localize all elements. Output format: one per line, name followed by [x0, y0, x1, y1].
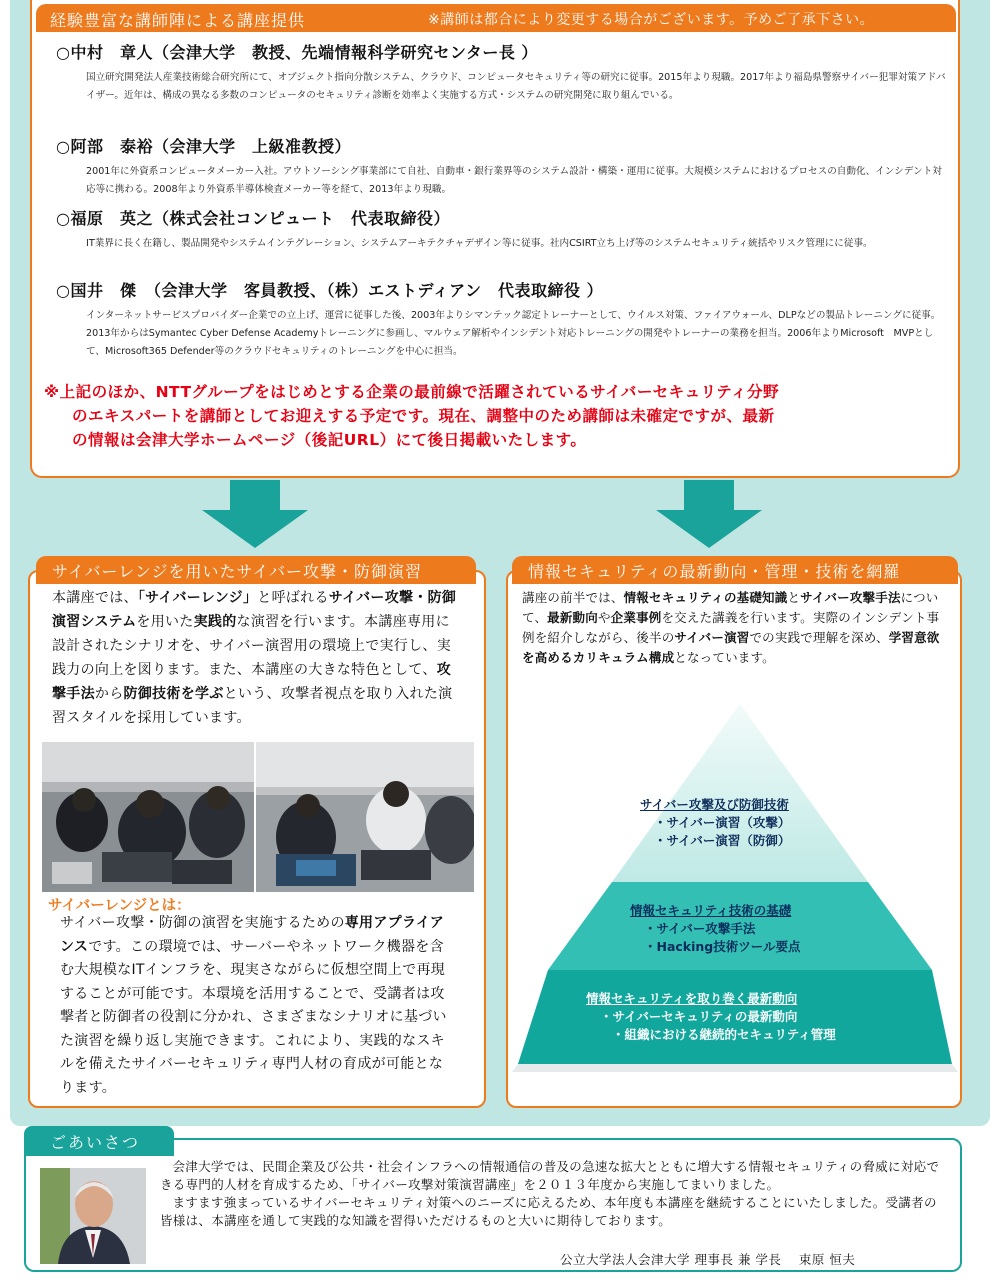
greeting-signature: 公立大学法人会津大学 理事長 兼 学長 束原 恒夫 [560, 1252, 856, 1267]
instructor-name: ○国井 傑 （会津大学 客員教授、（株）エストディアン 代表取締役 ） [56, 281, 604, 300]
pyramid-bottom-text [586, 990, 836, 1044]
bold-run: サイバー攻撃手法 [800, 590, 901, 605]
pyramid-bottom-title: 情報セキュリティを取り巻く最新動向 [586, 991, 798, 1006]
pyramid-top-text [640, 796, 790, 850]
security-trends-title: 情報セキュリティの最新動向・管理・技術を網羅 [512, 556, 958, 584]
instructor-item [56, 278, 946, 361]
instructors-title: 経験豊富な講師陣による講座提供 [50, 11, 306, 30]
down-arrow-icon [654, 480, 764, 550]
instructor-name: ○阿部 泰裕（会津大学 上級准教授） [56, 137, 351, 156]
instructor-name: ○福原 英之（株式会社コンピュート 代表取締役） [56, 209, 450, 228]
text-run: や [597, 610, 611, 625]
pyramid-top-title: サイバー攻撃及び防御技術 [640, 797, 789, 812]
instructors-note: ※講師は都合により変更する場合がございます。予めご了承下さい。 [428, 12, 875, 28]
instructor-bio: IT業界に長く在籍し、製品開発やシステムインテグレーション、システムアーキテクチャデザイン等に従事。社内CSIRT立ち上げ等のシステムセキュリティ統括やリスク管理にに従事。 [86, 238, 873, 249]
text-run: という、攻撃者視点を取り入れた演習スタイルを採用しています。 [52, 686, 453, 726]
text-run: と呼ばれる [257, 590, 329, 606]
cyber-range-title: サイバーレンジを用いたサイバー攻撃・防御演習 [36, 556, 476, 584]
greeting-paragraph: 会津大学では、民間企業及び公共・社会インフラへの情報通信の普及の急速な拡大とともに増大する情報セキュリティの脅威に対応できる専門的人材を育成するため、「サイバー攻撃対策演習講座」を２０１３年度から実施してまいりました。 [160, 1159, 940, 1192]
text-run: となっています。 [674, 650, 775, 665]
bold-run: 攻撃手法 [52, 662, 452, 702]
text-run: を交えた講義を行います。実際のインシデント事例を紹介しながら、後半の [522, 610, 940, 645]
text-run: サイバー攻撃・防御の演習を実施するための [60, 915, 345, 931]
notice-line: ※上記のほか、NTTグループをはじめとする企業の最前線で活躍されているサイバーセキュリティ分野 [44, 383, 780, 401]
pyramid-item: ・サイバー演習（攻撃） [654, 815, 791, 830]
instructor-name: ○中村 章人（会津大学 教授、先端情報科学研究センター長 ） [56, 43, 538, 62]
greeting-message [160, 1158, 944, 1230]
cyber-range-description [52, 586, 462, 730]
greeting-title: ごあいさつ [24, 1126, 174, 1156]
text-run: を用いた [136, 614, 194, 630]
text-run: 講座の前半では、 [522, 590, 624, 605]
instructor-bio: 国立研究開発法人産業技術総合研究所にて、オブジェクト指向分散システム、クラウド、コンピュータセキュリティ等の研究に従事。2015年より現職。2017年より福島県警察サイバー犯罪対策アドバイザー。近年は、構成の異なる多数のコンピュータのセキュリティ診断を効率よく実施する方式・システムの研究開発に取り組んでいる。 [86, 72, 946, 101]
notice-line: のエキスパートを講師としてお迎えする予定です。現在、調整中のため講師は未確定ですが、最新 [72, 407, 775, 425]
bold-run: 情報セキュリティの基礎知識 [623, 590, 788, 605]
instructor-bio: インターネットサービスプロバイダー企業での立上げ、運営に従事した後、2003年よりシマンテック認定トレーナーとして、ウイルス対策、ファイアウォール、DLPなどの製品トレーニングに従事。2013年からはSymantec Cyber Defense Academyトレーニングに参画し、マルウェア解析やインシデント対応トレーニングの開発やトレーナーの業務を担当。2006年よりMicrosoft MVPとして、Microsoft365 Defender等のクラウドセキュリティのトレーニングを中心に担当。 [86, 310, 941, 357]
down-arrow-icon [200, 480, 310, 550]
bold-run: 学習意欲を高めるカリキュラム構成 [522, 630, 940, 665]
cyber-range-definition [60, 912, 454, 1100]
pyramid-mid-text [630, 902, 801, 956]
cyber-range-heading: サイバーレンジとは： [48, 898, 191, 914]
bold-run: 専用アプライアンス [60, 915, 445, 955]
pyramid-mid-title: 情報セキュリティ技術の基礎 [630, 903, 792, 918]
bold-run: 最新動向 [547, 610, 598, 625]
instructor-item [56, 206, 946, 253]
text-run: な演習を行います。本講座専用に設計されたシナリオを、サイバー演習用の環境上で実行し、実践力の向上を図ります。また、本講座の大きな特色として、 [52, 614, 451, 678]
text-run: での実践で理解を深め、 [749, 630, 889, 645]
instructor-item [56, 134, 946, 199]
pyramid-item: ・サイバー演習（防御） [654, 833, 791, 848]
pyramid-item: ・組織における継続的セキュリティ管理 [612, 1027, 836, 1042]
bold-run: 実践的 [193, 614, 237, 630]
instructor-notice [44, 380, 948, 452]
training-photo [256, 742, 474, 892]
text-run: 本講座では、 [52, 590, 138, 606]
bold-run: 企業事例 [610, 610, 662, 625]
instructor-bio: 2001年に外資系コンピュータメーカー入社。アウトソーシング事業部にて自社、自動車・銀行業界等のシステム設計・構築・運用に従事。大規模システムにおけるプロセスの自動化、インシデント対応等に携わる。2008年より外資系半導体検査メーカー等を経て、2013年より現職。 [86, 166, 942, 195]
training-photo [42, 742, 254, 892]
instructors-header [36, 4, 956, 32]
pyramid-item: ・サイバーセキュリティの最新動向 [600, 1009, 798, 1024]
bold-run: サイバー演習 [674, 630, 750, 645]
text-run: から [94, 686, 124, 702]
president-photo [40, 1168, 146, 1264]
security-trends-description [522, 588, 944, 668]
text-run: です。この環境では、サーバーやネットワーク機器を含む大規模なITインフラを、現実さながらに仮想空間上で再現することが可能です。本環境を活用することで、受講者は攻撃者と防御者の役割に分かれ、さまざまなシナリオに基づいた演習を繰り返し実施できます。これにより、実践的なスキルを備えたサイバーセキュリティ専門人材の育成が可能となります。 [60, 938, 447, 1096]
bold-run: サイバー攻撃・防御演習システム [52, 590, 457, 630]
greeting-paragraph: ますます強まっているサイバーセキュリティ対策へのニーズに応えるため、本年度も本講座を継続することにいたしました。受講者の皆様は、本講座を通して実践的な知識を習得いただけるものと大いに期待しております。 [160, 1195, 937, 1228]
instructor-item [56, 40, 946, 105]
bold-run: 「サイバーレンジ」 [137, 590, 258, 606]
notice-line: の情報は会津大学ホームページ（後記URL）にて後日掲載いたします。 [72, 431, 587, 449]
text-run: について、 [522, 590, 939, 625]
pyramid-item: ・サイバー攻撃手法 [644, 921, 756, 936]
text-run: と [787, 590, 801, 605]
pyramid-item: ・Hacking技術ツール要点 [644, 939, 801, 954]
bold-run: 防御技術を学ぶ [123, 686, 224, 702]
pyramid-top [612, 704, 868, 882]
